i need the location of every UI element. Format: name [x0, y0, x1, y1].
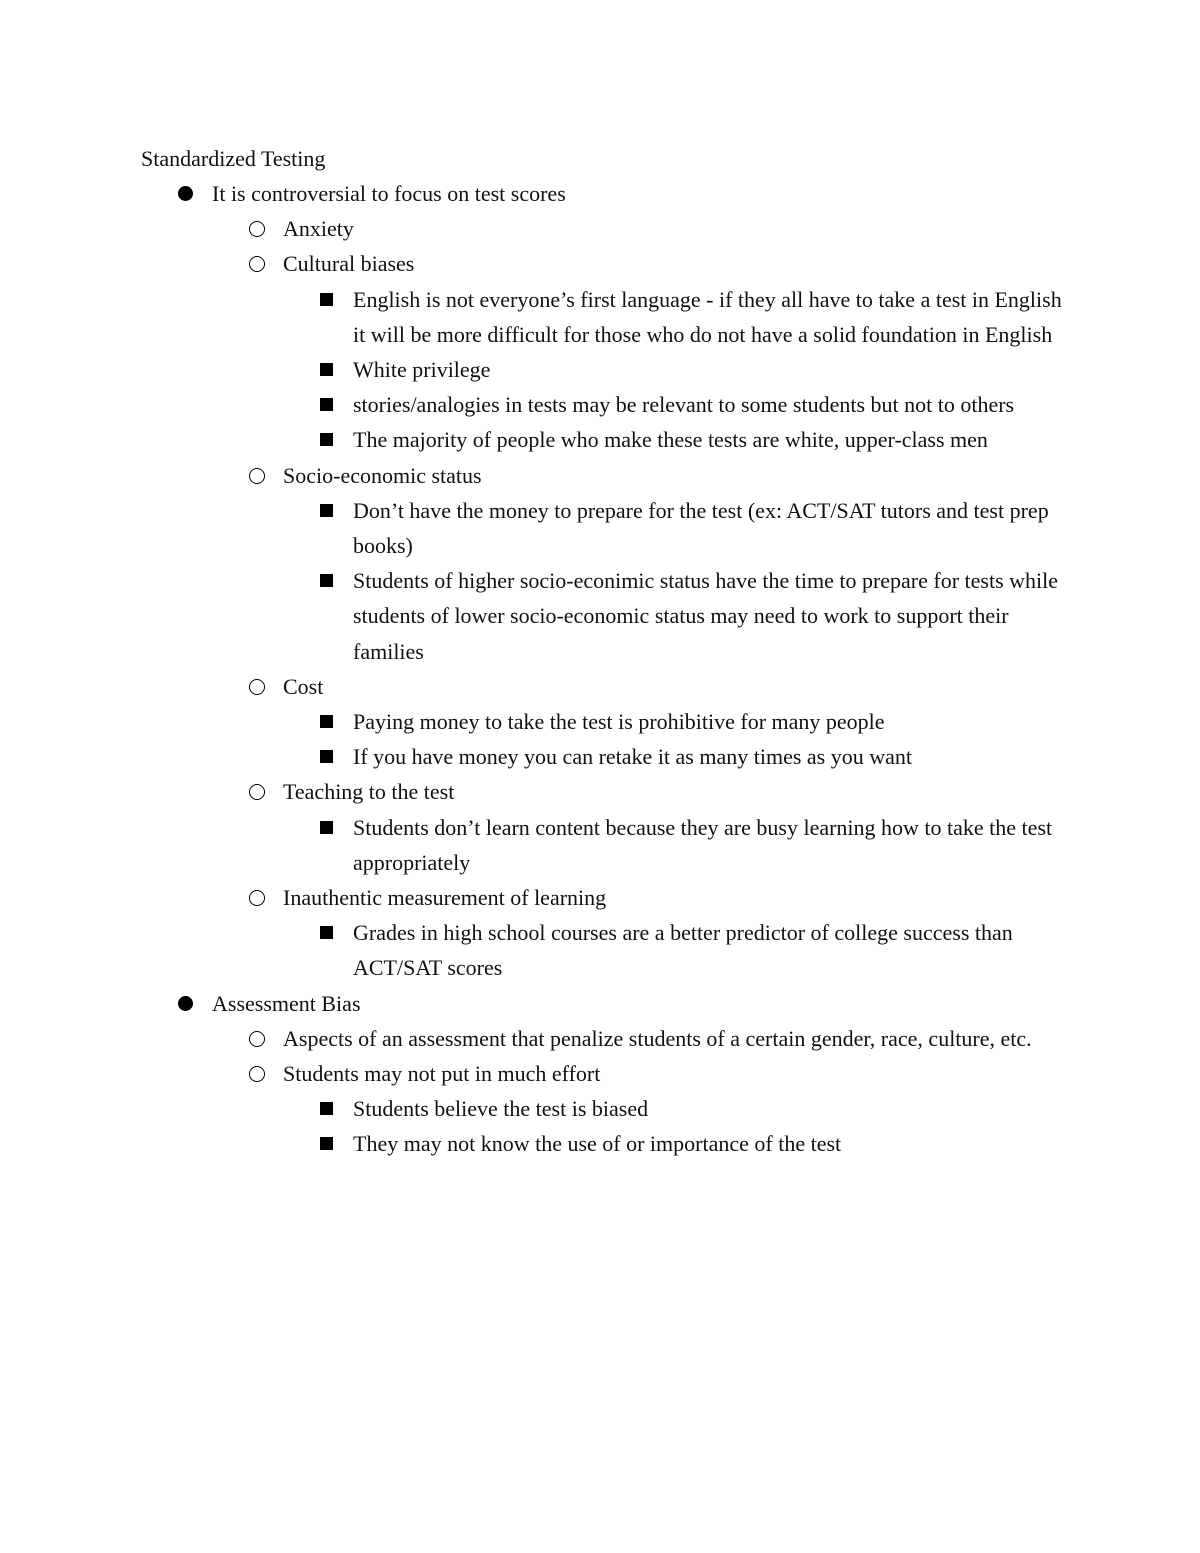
square-bullet-icon: [320, 293, 333, 306]
list-item-text: Students may not put in much effort: [283, 1061, 601, 1087]
list-item: [0, 352, 1200, 387]
list-item: [0, 563, 1200, 669]
list-item-text: Assessment Bias: [212, 990, 361, 1016]
list-item: [0, 458, 1200, 669]
hollow-circle-bullet-icon: [249, 679, 265, 695]
list-item-text: Don’t have the money to prepare for the test (ex: ACT/SAT tutors and test prep books): [353, 497, 1049, 559]
list-item: [0, 1021, 1200, 1056]
list-item-text: It is controversial to focus on test scores: [212, 181, 566, 206]
hollow-circle-bullet-icon: [249, 1066, 265, 1082]
outline-list: [0, 176, 1200, 1162]
list-item-text: White privilege: [353, 357, 491, 383]
list-item-text: Teaching to the test: [283, 779, 455, 805]
square-bullet-icon: [320, 821, 333, 834]
list-item: [0, 774, 1200, 880]
list-item: [0, 704, 1200, 739]
list-item: [0, 1126, 1200, 1161]
list-item: [0, 211, 1200, 246]
list-item: [0, 880, 1200, 986]
square-bullet-icon: [320, 433, 333, 446]
hollow-circle-bullet-icon: [249, 784, 265, 800]
sub-list: [0, 493, 1200, 669]
list-item: [0, 176, 1200, 986]
sub-list: [0, 1091, 1200, 1161]
list-item-text: Anxiety: [283, 216, 354, 242]
hollow-circle-bullet-icon: [249, 221, 265, 237]
list-item-text: If you have money you can retake it as many times as you want: [353, 744, 913, 770]
list-item: [0, 422, 1200, 457]
list-item-text: Students believe the test is biased: [353, 1096, 649, 1122]
list-item: [0, 246, 1200, 457]
list-item-text: Inauthentic measurement of learning: [283, 885, 607, 911]
list-item-text: Students of higher socio-econimic status have the time to prepare for tests while students of lower socio-economic status may need to work to support their families: [353, 568, 1059, 664]
sub-list: [0, 704, 1200, 774]
list-item: [0, 810, 1200, 880]
square-bullet-icon: [320, 1102, 333, 1115]
list-item-text: Cost: [283, 673, 324, 699]
sub-list: [0, 915, 1200, 985]
filled-circle-bullet-icon: [178, 996, 193, 1011]
list-item-text: Socio-economic status: [283, 462, 482, 488]
square-bullet-icon: [320, 926, 333, 939]
list-item: [0, 1091, 1200, 1126]
list-item: [0, 915, 1200, 985]
sub-list: [0, 282, 1200, 458]
list-item-text: English is not everyone’s first language - if they all have to take a test in English it will be more difficult for those who do not have a solid foundation in English: [353, 286, 1062, 347]
square-bullet-icon: [320, 715, 333, 728]
hollow-circle-bullet-icon: [249, 468, 265, 484]
list-item: [0, 1056, 1200, 1162]
list-item-text: Aspects of an assessment that penalize students of a certain gender, race, culture, etc.: [283, 1025, 1032, 1051]
square-bullet-icon: [320, 1137, 333, 1150]
list-item-text: They may not know the use of or importance of the test: [353, 1131, 842, 1157]
filled-circle-bullet-icon: [178, 186, 193, 201]
sub-list: [0, 810, 1200, 880]
list-item-text: stories/analogies in tests may be relevant to some students but not to others: [353, 392, 1015, 418]
list-item-text: Students don’t learn content because they are busy learning how to take the test appropriately: [353, 814, 1053, 875]
hollow-circle-bullet-icon: [249, 890, 265, 906]
hollow-circle-bullet-icon: [249, 256, 265, 272]
list-item: [0, 387, 1200, 422]
list-item: [0, 739, 1200, 774]
square-bullet-icon: [320, 363, 333, 376]
list-item-text: Grades in high school courses are a better predictor of college success than ACT/SAT scores: [353, 920, 1013, 981]
list-item-text: The majority of people who make these tests are white, upper-class men: [353, 427, 988, 453]
page-title: Standardized Testing: [141, 146, 326, 171]
list-item: [0, 669, 1200, 775]
hollow-circle-bullet-icon: [249, 1031, 265, 1047]
list-item-text: Cultural biases: [283, 251, 415, 277]
square-bullet-icon: [320, 504, 333, 517]
square-bullet-icon: [320, 574, 333, 587]
sub-list: [0, 1021, 1200, 1162]
square-bullet-icon: [320, 398, 333, 411]
list-item: [0, 493, 1200, 563]
sub-list: [0, 211, 1200, 985]
list-item-text: Paying money to take the test is prohibitive for many people: [353, 709, 885, 735]
square-bullet-icon: [320, 750, 333, 763]
list-item: [0, 282, 1200, 352]
list-item: [0, 986, 1200, 1162]
